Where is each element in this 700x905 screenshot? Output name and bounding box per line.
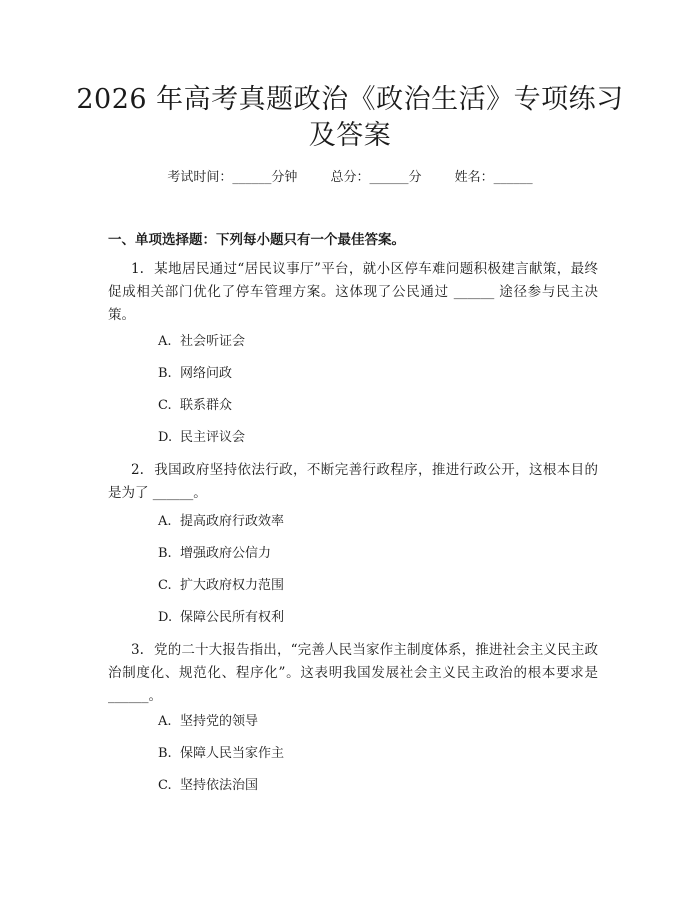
option-text: 保障人民当家作主	[180, 746, 285, 761]
option-letter: A.	[158, 334, 172, 349]
option-letter: A.	[158, 714, 172, 729]
option-text: 社会听证会	[180, 334, 246, 349]
question-2	[108, 459, 598, 505]
exam-score: 总分：______分	[330, 170, 422, 185]
section-heading: 一、单项选择题：下列每小题只有一个最佳答案。	[108, 232, 405, 248]
question-number: 2.	[131, 462, 144, 478]
option-letter: D.	[158, 610, 173, 625]
question-3-option-c	[158, 777, 258, 795]
option-letter: B.	[158, 546, 172, 561]
page-title-line-2: 及答案	[308, 120, 392, 151]
question-text: 党的二十大报告指出，“完善人民当家作主制度体系，推进社会主义民主政治制度化、规范化、程序化”。这表明我国发展社会主义民主政治的根本要求是 ______。	[108, 642, 598, 704]
question-2-option-a	[158, 513, 284, 531]
question-3	[108, 639, 598, 708]
option-letter: C.	[158, 778, 172, 793]
option-text: 增强政府公信力	[180, 546, 272, 561]
question-1-option-d	[158, 429, 245, 447]
option-letter: B.	[158, 746, 172, 761]
question-number: 3.	[131, 642, 144, 658]
option-text: 坚持党的领导	[180, 714, 259, 729]
exam-meta	[0, 169, 700, 187]
option-text: 坚持依法治国	[180, 778, 259, 793]
exam-name: 姓名：______	[454, 170, 533, 185]
question-1-option-a	[158, 333, 245, 351]
question-text: 某地居民通过“居民议事厅”平台，就小区停车难问题积极建言献策，最终促成相关部门优化了停车管理方案。这体现了公民通过 ______ 途径参与民主决策。	[108, 261, 598, 323]
question-1-option-b	[158, 365, 232, 383]
option-letter: A.	[158, 514, 172, 529]
question-3-option-b	[158, 745, 284, 763]
question-number: 1.	[131, 261, 144, 277]
page-title-line-1: 2026 年高考真题政治《政治生活》专项练习	[76, 84, 624, 115]
option-text: 提高政府行政效率	[180, 514, 285, 529]
question-2-option-b	[158, 545, 271, 563]
question-1-option-c	[158, 397, 232, 415]
option-letter: B.	[158, 366, 172, 381]
exam-time: 考试时间：______分钟	[167, 170, 298, 185]
question-2-option-d	[158, 609, 284, 627]
option-text: 联系群众	[180, 398, 233, 413]
question-text: 我国政府坚持依法行政，不断完善行政程序，推进行政公开，这根本目的是为了 ______。	[108, 462, 598, 501]
question-2-option-c	[158, 577, 284, 595]
option-letter: D.	[158, 430, 173, 445]
question-3-option-a	[158, 713, 258, 731]
option-text: 民主评议会	[180, 430, 246, 445]
option-letter: C.	[158, 578, 172, 593]
option-text: 保障公民所有权利	[180, 610, 285, 625]
option-text: 网络问政	[180, 366, 233, 381]
option-text: 扩大政府权力范围	[180, 578, 285, 593]
option-letter: C.	[158, 398, 172, 413]
question-1	[108, 258, 598, 327]
